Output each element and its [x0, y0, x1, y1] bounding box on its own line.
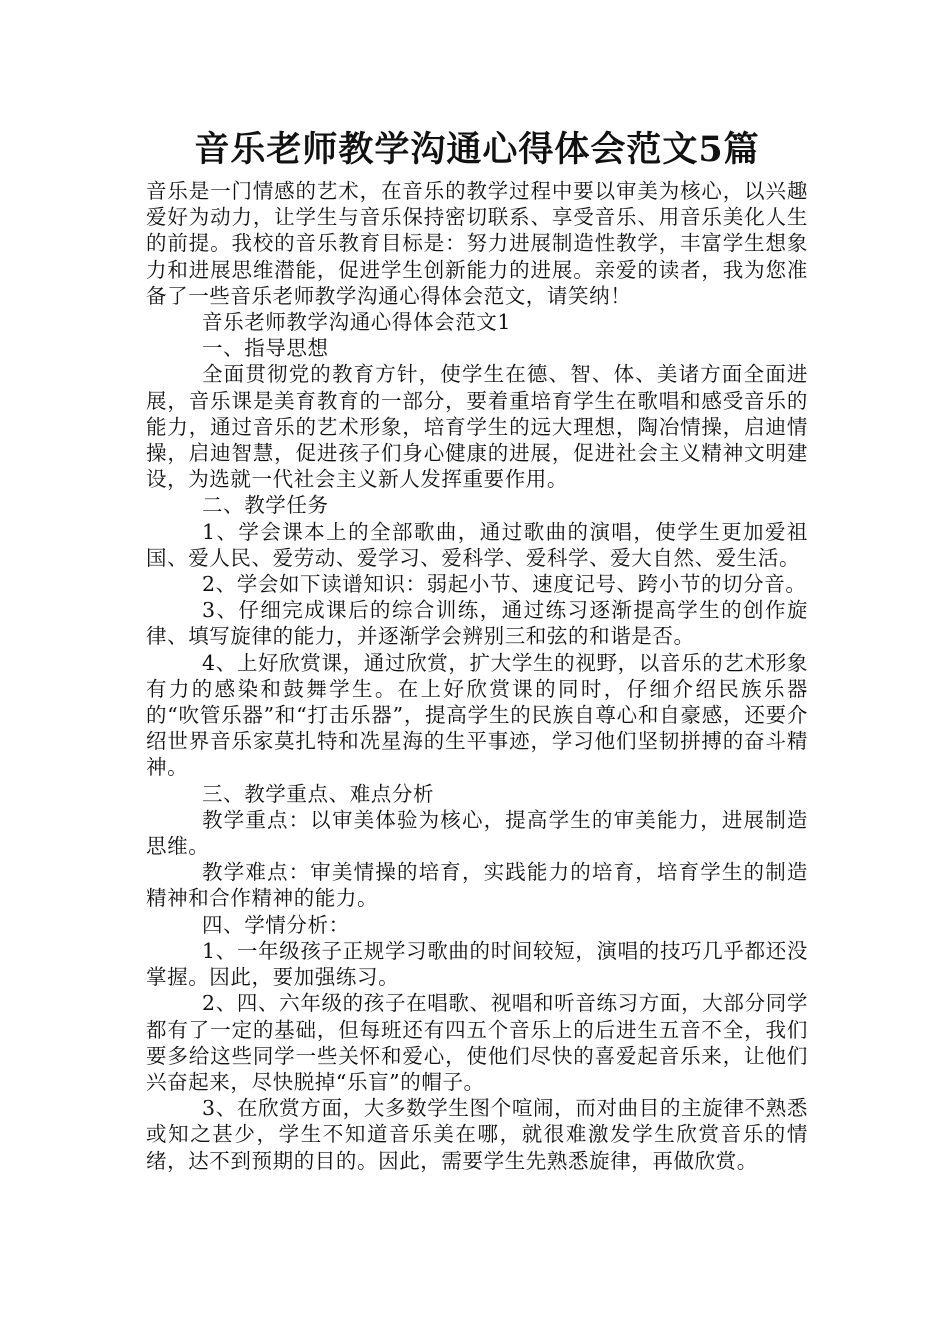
- document-page: [146, 124, 808, 1174]
- body-paragraph: 教学重点：以审美体验为核心，提高学生的审美能力，进展制造思维。: [146, 807, 808, 859]
- body-paragraph: 1、一年级孩子正规学习歌曲的时间较短，演唱的技巧几乎都还没掌握。因此，要加强练习。: [146, 938, 808, 990]
- body-paragraph: 2、四、六年级的孩子在唱歌、视唱和听音练习方面，大部分同学都有了一定的基础，但每班还有四五个音乐上的后进生五音不全，我们要多给这些同学一些关怀和爱心，使他们尽快的喜爱起音乐来，让他们兴奋起来，尽快脱掉“乐盲”的帽子。: [146, 991, 808, 1094]
- body-paragraph: 2、学会如下读谱知识：弱起小节、速度记号、跨小节的切分音。: [202, 572, 807, 597]
- body-paragraph: 音乐是一门情感的艺术，在音乐的教学过程中要以审美为核心，以兴趣爱好为动力，让学生与音乐保持密切联系、享受音乐、用音乐美化人生的前提。我校的音乐教育目标是：努力进展制造性教学，丰富学生想象力和进展思维潜能，促进学生创新能力的进展。亲爱的读者，我为您准备了一些音乐老师教学沟通心得体会范文，请笑纳！: [146, 179, 808, 308]
- body-paragraph: 3、仔细完成课后的综合训练，通过练习逐渐提高学生的创作旋律、填写旋律的能力，并逐渐学会辨别三和弦的和谐是否。: [146, 598, 808, 649]
- body-paragraph: 全面贯彻党的教育方针，使学生在德、智、体、美诸方面全面进展，音乐课是美育教育的一部分，要着重培育学生在歌唱和感受音乐的能力，通过音乐的艺术形象，培育学生的远大理想，陶冶情操，启迪情操，启迪智慧，促进孩子们身心健康的进展，促进社会主义精神文明建设，为选就一代社会主义新人发挥重要作用。: [146, 362, 808, 492]
- body-paragraph: 一、指导思想: [202, 336, 329, 361]
- body-paragraph: 四、学情分析：: [202, 912, 350, 937]
- body-paragraph: 4、上好欣赏课，通过欣赏，扩大学生的视野，以音乐的艺术形象有力的感染和鼓舞学生。在上好欣赏课的同时，仔细介绍民族乐器的“吹管乐器”和“打击乐器”，提高学生的民族自尊心和自豪感，还要介绍世界音乐家莫扎特和冼星海的生平事迹，学习他们坚韧拼搏的奋斗精神。: [146, 650, 808, 780]
- body-paragraph: 音乐老师教学沟通心得体会范文1: [202, 310, 512, 335]
- body-paragraph: 二、教学任务: [202, 493, 329, 518]
- document-title: 音乐老师教学沟通心得体会范文5篇: [194, 129, 760, 170]
- body-paragraph: 三、教学重点、难点分析: [202, 781, 435, 806]
- document-body: [146, 178, 808, 1174]
- body-paragraph: 1、学会课本上的全部歌曲，通过歌曲的演唱，使学生更加爱祖国、爱人民、爱劳动、爱学习、爱科学、爱科学、爱大自然、爱生活。: [146, 519, 808, 570]
- body-paragraph: 3、在欣赏方面，大多数学生图个喧闹，而对曲目的主旋律不熟悉或知之甚少，学生不知道音乐美在哪，就很难激发学生欣赏音乐的情绪，达不到预期的目的。因此，需要学生先熟悉旋律，再做欣赏。: [146, 1096, 808, 1173]
- body-paragraph: 教学难点：审美情操的培育，实践能力的培育，培育学生的制造精神和合作精神的能力。: [146, 860, 808, 911]
